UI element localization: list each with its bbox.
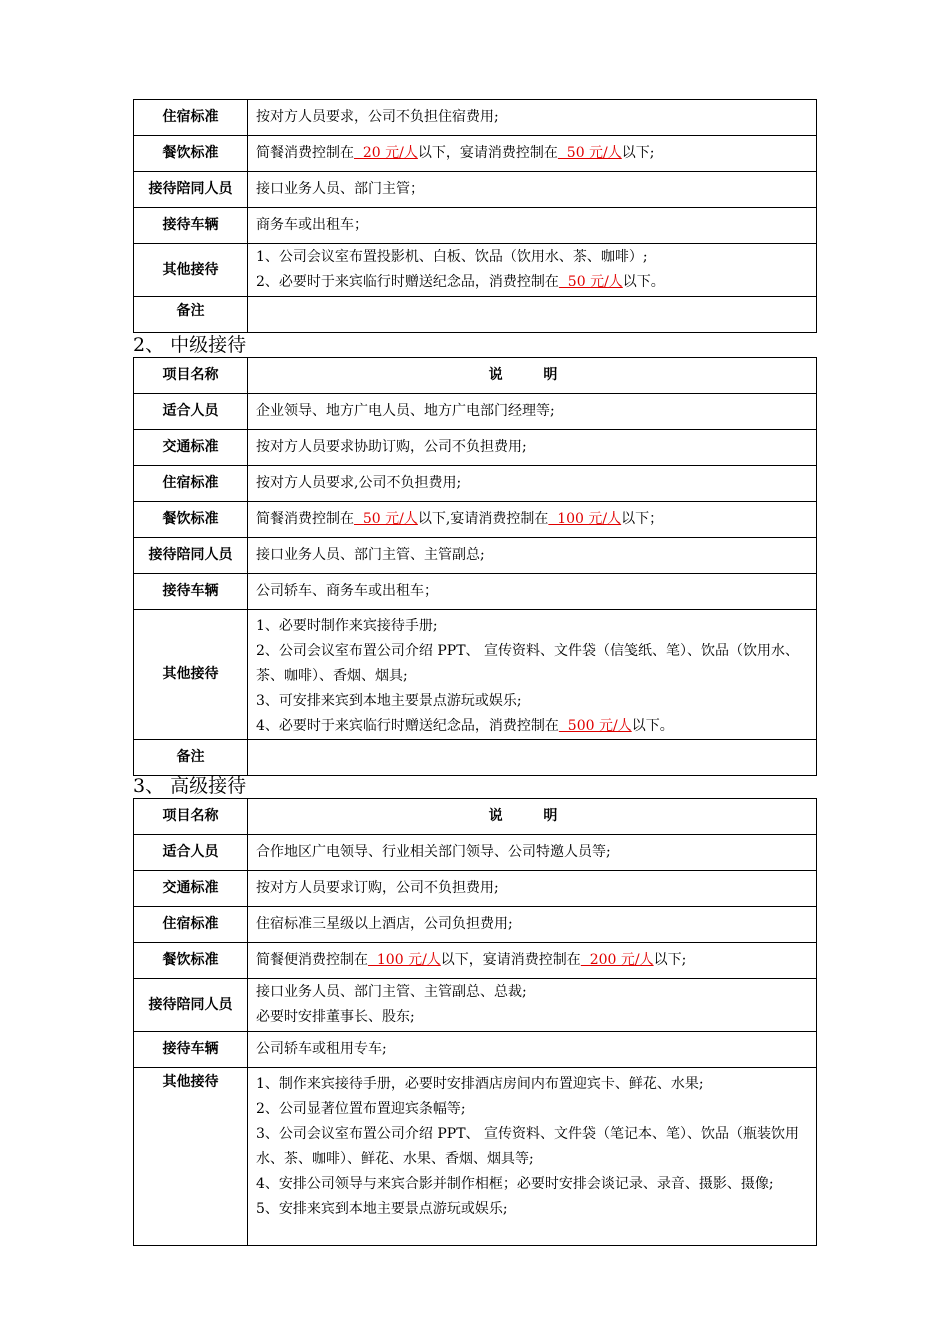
- row-label: 交通标准: [134, 430, 248, 466]
- text-segment: 2、公司显著位置布置迎宾条幅等;: [256, 1101, 466, 1117]
- text-segment: 以下;: [653, 952, 687, 968]
- text-segment: 按对方人员要求,公司不负担费用;: [256, 475, 462, 491]
- table-high-reception: [133, 798, 817, 1246]
- row-label: 接待陪同人员: [134, 979, 248, 1032]
- row-label: 交通标准: [134, 871, 248, 907]
- row-value: [248, 136, 817, 172]
- row-label: 备注: [134, 297, 248, 333]
- row-label: 接待车辆: [134, 208, 248, 244]
- text-segment: 2、公司会议室布置公司介绍 PPT、 宣传资料、文件袋（信笺纸、笔）、饮品（饮用水、茶、咖啡）、香烟、烟具;: [256, 643, 799, 684]
- row-value: [248, 430, 817, 466]
- text-segment: 住宿标准三星级以上酒店，公司负担费用;: [256, 916, 513, 932]
- text-segment: 接口业务人员、部门主管；: [256, 181, 424, 197]
- row-label: 备注: [134, 740, 248, 776]
- row-value: [248, 208, 817, 244]
- text-line: [256, 1122, 808, 1172]
- text-line: [256, 1172, 808, 1197]
- text-segment: 以下。: [631, 718, 674, 734]
- row-label: 接待车辆: [134, 1032, 248, 1068]
- section-title: 3、 高级接待: [133, 775, 247, 797]
- row-label: 接待陪同人员: [134, 172, 248, 208]
- section-title: 2、 中级接待: [133, 334, 247, 356]
- row-value: [248, 538, 817, 574]
- row-label: 其他接待: [134, 1068, 248, 1246]
- row-label: 其他接待: [134, 610, 248, 740]
- amount-highlight: 100 元/人: [548, 511, 622, 527]
- text-segment: 3、可安排来宾到本地主要景点游玩或娱乐;: [256, 693, 522, 709]
- row-value: [248, 835, 817, 871]
- header-cell: 说 明: [248, 358, 817, 394]
- text-line: [256, 245, 808, 270]
- text-segment: 以下，宴请消费控制在: [417, 145, 558, 161]
- header-cell: 项目名称: [134, 358, 248, 394]
- row-value: [248, 943, 817, 979]
- row-value-lines: [248, 979, 817, 1032]
- row-label: 住宿标准: [134, 466, 248, 502]
- text-line: [256, 689, 808, 714]
- row-label: 接待陪同人员: [134, 538, 248, 574]
- text-segment: 1、制作来宾接待手册，必要时安排酒店房间内布置迎宾卡、鲜花、水果;: [256, 1076, 704, 1092]
- text-segment: 按对方人员要求协助订购，公司不负担费用;: [256, 439, 527, 455]
- text-segment: 5、安排来宾到本地主要景点游玩或娱乐;: [256, 1201, 508, 1217]
- text-line: [256, 1197, 808, 1222]
- text-segment: 接口业务人员、部门主管、主管副总、总裁;: [256, 984, 527, 1000]
- table-mid-reception: [133, 357, 817, 776]
- table-basic-continued: [133, 99, 817, 333]
- row-value: [248, 574, 817, 610]
- amount-highlight: 20 元/人: [354, 145, 418, 161]
- text-segment: 企业领导、地方广电人员、地方广电部门经理等;: [256, 403, 555, 419]
- row-value: [248, 907, 817, 943]
- text-line: [256, 714, 808, 739]
- text-segment: 以下,宴请消费控制在: [417, 511, 549, 527]
- row-value: [248, 100, 817, 136]
- text-segment: 简餐消费控制在: [256, 511, 354, 527]
- text-line: [256, 980, 808, 1005]
- row-value-lines: [248, 610, 817, 740]
- row-value: 公司轿车或租用专车;: [248, 1032, 817, 1068]
- row-label: 餐饮标准: [134, 136, 248, 172]
- row-label: 适合人员: [134, 394, 248, 430]
- row-label: 其他接待: [134, 244, 248, 297]
- amount-highlight: 50 元/人: [354, 511, 418, 527]
- row-value-empty: [248, 297, 817, 333]
- text-segment: 商务车或出租车；: [256, 217, 368, 233]
- text-line: [256, 614, 808, 639]
- row-label: 住宿标准: [134, 100, 248, 136]
- row-value-lines: [248, 244, 817, 297]
- row-label: 适合人员: [134, 835, 248, 871]
- row-label: 餐饮标准: [134, 943, 248, 979]
- text-line: [256, 1005, 808, 1030]
- amount-highlight: 50 元/人: [558, 274, 623, 290]
- row-value-lines: [248, 1068, 817, 1246]
- text-line: [256, 1072, 808, 1097]
- row-value: [248, 871, 817, 907]
- text-segment: 4、必要时于来宾临行时赠送纪念品，消费控制在: [256, 718, 559, 734]
- amount-highlight: 200 元/人: [580, 952, 654, 968]
- row-value: [248, 172, 817, 208]
- text-segment: 按对方人员要求订购，公司不负担费用;: [256, 880, 499, 896]
- row-value: [248, 394, 817, 430]
- text-segment: 以下，宴请消费控制在: [440, 952, 581, 968]
- text-segment: 4、安排公司领导与来宾合影并制作相框；必要时安排会谈记录、录音、摄影、摄像;: [256, 1176, 774, 1192]
- text-segment: 以下;: [621, 145, 655, 161]
- text-line: [256, 639, 808, 689]
- row-value: [248, 502, 817, 538]
- text-segment: 按对方人员要求，公司不负担住宿费用;: [256, 109, 499, 125]
- text-line: [256, 1097, 808, 1122]
- text-segment: 以下。: [622, 274, 665, 290]
- text-segment: 2、必要时于来宾临行时赠送纪念品，消费控制在: [256, 274, 559, 290]
- text-line: [256, 270, 808, 295]
- text-segment: 合作地区广电领导、行业相关部门领导、公司特邀人员等;: [256, 844, 611, 860]
- text-segment: 以下；: [621, 511, 664, 527]
- text-segment: 简餐消费控制在: [256, 145, 354, 161]
- text-segment: 1、必要时制作来宾接待手册;: [256, 618, 438, 634]
- amount-highlight: 100 元/人: [368, 952, 441, 968]
- text-segment: 公司轿车、商务车或出租车；: [256, 583, 438, 599]
- row-value-empty: [248, 740, 817, 776]
- text-segment: 接口业务人员、部门主管、主管副总;: [256, 547, 485, 563]
- header-cell: 项目名称: [134, 799, 248, 835]
- text-segment: 简餐便消费控制在: [256, 952, 368, 968]
- row-value: [248, 466, 817, 502]
- row-label: 餐饮标准: [134, 502, 248, 538]
- amount-highlight: 50 元/人: [557, 145, 622, 161]
- row-label: 住宿标准: [134, 907, 248, 943]
- row-label: 接待车辆: [134, 574, 248, 610]
- text-segment: 必要时安排董事长、股东;: [256, 1009, 415, 1025]
- text-segment: 3、公司会议室布置公司介绍 PPT、 宣传资料、文件袋（笔记本、笔）、饮品（瓶装饮用水、茶、咖啡）、鲜花、水果、香烟、烟具等;: [256, 1126, 799, 1167]
- amount-highlight: 500 元/人: [558, 718, 632, 734]
- header-cell: 说 明: [248, 799, 817, 835]
- text-segment: 1、公司会议室布置投影机、白板、饮品（饮用水、茶、咖啡）;: [256, 249, 648, 265]
